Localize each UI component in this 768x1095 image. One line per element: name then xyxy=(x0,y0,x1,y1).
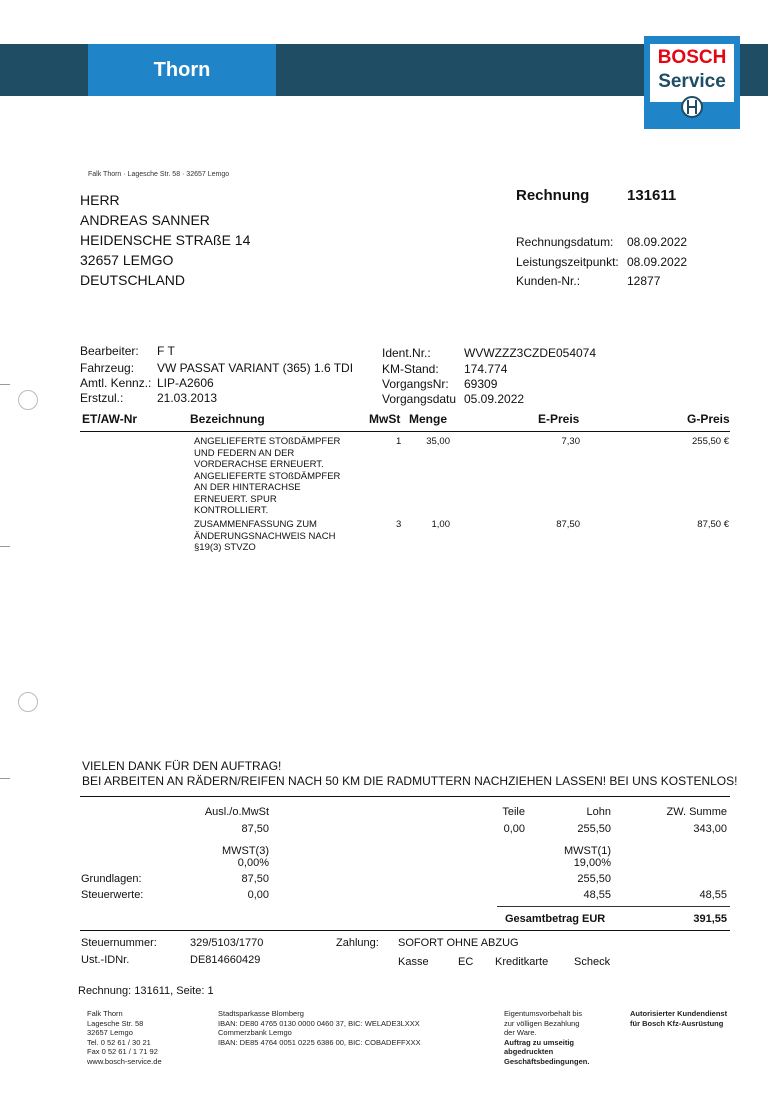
ust-id-value: DE814660429 xyxy=(190,954,261,966)
zw-summe-label: ZW. Summe xyxy=(666,806,727,818)
mwst1-label: MWST(1) xyxy=(563,845,611,857)
vehicle-value: 21.03.2013 xyxy=(157,391,218,405)
service-logo-text: Service xyxy=(658,71,726,92)
bosch-armature-icon xyxy=(674,94,710,128)
column-header-epreis: E-Preis xyxy=(538,412,580,426)
row-gpreis: 255,50 € xyxy=(692,436,729,447)
footer-authorized xyxy=(630,1009,727,1028)
customer-number-label: Kunden-Nr.: xyxy=(516,274,581,288)
description-line: KONTROLLIERT. xyxy=(194,505,269,516)
steuernummer-label: Steuernummer: xyxy=(81,937,157,949)
column-header-menge: Menge xyxy=(409,412,448,426)
invoice-date-label: Rechnungsdatum: xyxy=(516,235,614,249)
description-line: VORDERACHSE ERNEUERT. xyxy=(194,459,324,470)
footer-line: Eigentumsvorbehalt bis xyxy=(504,1009,582,1018)
vehicle-value: F T xyxy=(157,344,175,358)
punch-hole xyxy=(18,692,38,712)
zahlung-label: Zahlung: xyxy=(336,937,379,949)
footer-line: Geschäftsbedingungen. xyxy=(504,1056,590,1066)
footer-line: Stadtsparkasse Blomberg xyxy=(218,1009,304,1018)
sender-line: Falk Thorn · Lagesche Str. 58 · 32657 Lemgo xyxy=(88,171,230,178)
footer-line: www.bosch-service.de xyxy=(87,1056,162,1066)
table-row-description xyxy=(194,436,340,517)
service-date-label: Leistungszeitpunkt: xyxy=(516,255,619,269)
thank-you-note: VIELEN DANK FÜR DEN AUFTRAG! xyxy=(82,759,282,773)
description-line: ANGELIEFERTE STOßDÄMPFER xyxy=(194,470,341,482)
footer-line: IBAN: DE85 4764 0051 0225 6386 00, BIC: COBADEFFXXX xyxy=(218,1037,421,1047)
payment-method: Kreditkarte xyxy=(495,956,549,968)
steuerwerte-label: Steuerwerte: xyxy=(81,889,144,901)
vehicle-label: Vorgangsdatu xyxy=(382,392,457,406)
footer-address xyxy=(87,1009,162,1066)
grundlagen-mwst3: 87,50 xyxy=(241,873,269,885)
recipient-line: HERR xyxy=(80,192,120,208)
payment-method: Kasse xyxy=(398,956,429,968)
footer-line: zur völligen Bezahlung xyxy=(504,1018,580,1028)
description-line: UND FEDERN AN DER xyxy=(194,447,295,459)
footer-line: Auftrag zu umseitig xyxy=(504,1037,575,1047)
footer-bank xyxy=(218,1009,421,1047)
payment-method: Scheck xyxy=(574,956,611,968)
recipient-line: HEIDENSCHE STRAßE 14 xyxy=(80,232,251,248)
footer-line: abgedruckten xyxy=(504,1047,554,1056)
vehicle-label: Fahrzeug: xyxy=(80,361,135,375)
mwst3-rate: 0,00% xyxy=(237,857,269,869)
footer-line: der Ware. xyxy=(504,1028,537,1037)
table-row-description xyxy=(194,519,335,554)
footer-line: Tel. 0 52 61 / 30 21 xyxy=(87,1037,151,1047)
vehicle-label: Ident.Nr.: xyxy=(382,346,431,360)
description-line: ANGELIEFERTE STOßDÄMPFER xyxy=(194,436,341,447)
description-line: ÄNDERUNGSNACHWEIS NACH xyxy=(194,530,336,542)
gesamtbetrag-value: 391,55 xyxy=(693,913,727,925)
payment-method: EC xyxy=(458,956,474,968)
mwst3-label: MWST(3) xyxy=(221,845,269,857)
customer-number-value: 12877 xyxy=(627,274,661,288)
page-info: Rechnung: 131611, Seite: 1 xyxy=(78,985,214,997)
footer-line: Autorisierter Kundendienst xyxy=(630,1009,728,1018)
vehicle-value: 05.09.2022 xyxy=(464,392,525,406)
table-header-rule xyxy=(80,431,730,432)
footer-line: IBAN: DE80 4765 0130 0000 0460 37, BIC: WELADE3LXXX xyxy=(218,1018,420,1028)
ust-id-label: Ust.-IDNr. xyxy=(81,954,130,966)
column-header-gpreis: G-Preis xyxy=(687,412,730,426)
mwst1-rate: 19,00% xyxy=(573,857,611,869)
recipient-line: DEUTSCHLAND xyxy=(80,272,186,288)
footer-line: Fax 0 52 61 / 1 71 92 xyxy=(87,1047,158,1056)
vehicle-label: Amtl. Kennz.: xyxy=(80,376,152,390)
row-gpreis: 87,50 € xyxy=(697,519,729,530)
lohn-label: Lohn xyxy=(586,806,611,818)
ausl-value: 87,50 xyxy=(241,823,269,835)
ausl-label: Ausl./o.MwSt xyxy=(204,806,269,818)
footer-line: Falk Thorn xyxy=(87,1009,123,1018)
vehicle-value: LIP-A2606 xyxy=(157,376,214,390)
vehicle-value: VW PASSAT VARIANT (365) 1.6 TDI xyxy=(157,361,354,375)
invoice-title: Rechnung xyxy=(516,187,590,204)
footer-line: für Bosch Kfz-Ausrüstung xyxy=(630,1018,724,1028)
row-menge: 1,00 xyxy=(431,519,450,530)
steuerwerte-total: 48,55 xyxy=(699,889,727,901)
zw-summe-value: 343,00 xyxy=(693,823,727,835)
company-name: Thorn xyxy=(153,59,211,81)
bosch-logo-text: BOSCH xyxy=(657,47,727,68)
summary-bottom-rule xyxy=(80,930,730,931)
vehicle-label: VorgangsNr: xyxy=(382,377,449,391)
fold-mark xyxy=(0,778,10,779)
recipient-line: ANDREAS SANNER xyxy=(80,212,210,228)
grundlagen-label: Grundlagen: xyxy=(81,873,142,885)
footer-line: Lagesche Str. 58 xyxy=(87,1018,144,1028)
steuernummer-value: 329/5103/1770 xyxy=(190,937,264,949)
invoice-number: 131611 xyxy=(627,187,677,204)
description-line: AN DER HINTERACHSE xyxy=(194,482,301,493)
vehicle-label: KM-Stand: xyxy=(382,362,439,376)
row-menge: 35,00 xyxy=(426,436,450,447)
invoice-date-value: 08.09.2022 xyxy=(627,235,688,249)
row-epreis: 87,50 xyxy=(556,519,580,530)
column-header-mwst: MwSt xyxy=(369,412,401,426)
vehicle-label: Bearbeiter: xyxy=(80,344,139,358)
zahlung-value: SOFORT OHNE ABZUG xyxy=(398,937,519,949)
row-epreis: 7,30 xyxy=(561,436,580,447)
teile-value: 0,00 xyxy=(503,823,525,835)
total-rule xyxy=(497,906,730,907)
recipient-line: 32657 LEMGO xyxy=(80,252,174,268)
teile-label: Teile xyxy=(502,806,525,818)
steuerwerte-mwst1: 48,55 xyxy=(583,889,611,901)
steuerwerte-mwst3: 0,00 xyxy=(247,889,269,901)
punch-hole xyxy=(18,390,38,410)
row-mwst: 3 xyxy=(396,519,402,530)
description-line: §19(3) STVZO xyxy=(194,542,256,553)
description-line: ZUSAMMENFASSUNG ZUM xyxy=(194,519,317,530)
column-header-bezeichnung: Bezeichnung xyxy=(190,412,265,426)
vehicle-value: 174.774 xyxy=(464,362,508,376)
fold-mark xyxy=(0,384,10,385)
description-line: ERNEUERT. SPUR xyxy=(194,493,277,505)
vehicle-label: Erstzul.: xyxy=(80,391,124,405)
fold-mark xyxy=(0,546,10,547)
wheel-note: BEI ARBEITEN AN RÄDERN/REIFEN NACH 50 KM DIE RADMUTTERN NACHZIEHEN LASSEN! BEI UNS KOSTENLOS! xyxy=(82,774,738,788)
footer-terms xyxy=(504,1009,589,1066)
row-mwst: 1 xyxy=(396,436,402,447)
footer-line: Commerzbank Lemgo xyxy=(218,1028,292,1037)
footer-line: 32657 Lemgo xyxy=(87,1028,133,1037)
gesamtbetrag-label: Gesamtbetrag EUR xyxy=(505,913,606,925)
vehicle-value: 69309 xyxy=(464,377,498,391)
lohn-value: 255,50 xyxy=(577,823,611,835)
column-header-et: ET/AW-Nr xyxy=(82,412,138,426)
grundlagen-mwst1: 255,50 xyxy=(577,873,611,885)
service-date-value: 08.09.2022 xyxy=(627,255,688,269)
summary-top-rule xyxy=(80,796,730,797)
vehicle-value: WVWZZZ3CZDE054074 xyxy=(464,346,597,360)
recipient-address xyxy=(80,190,250,290)
